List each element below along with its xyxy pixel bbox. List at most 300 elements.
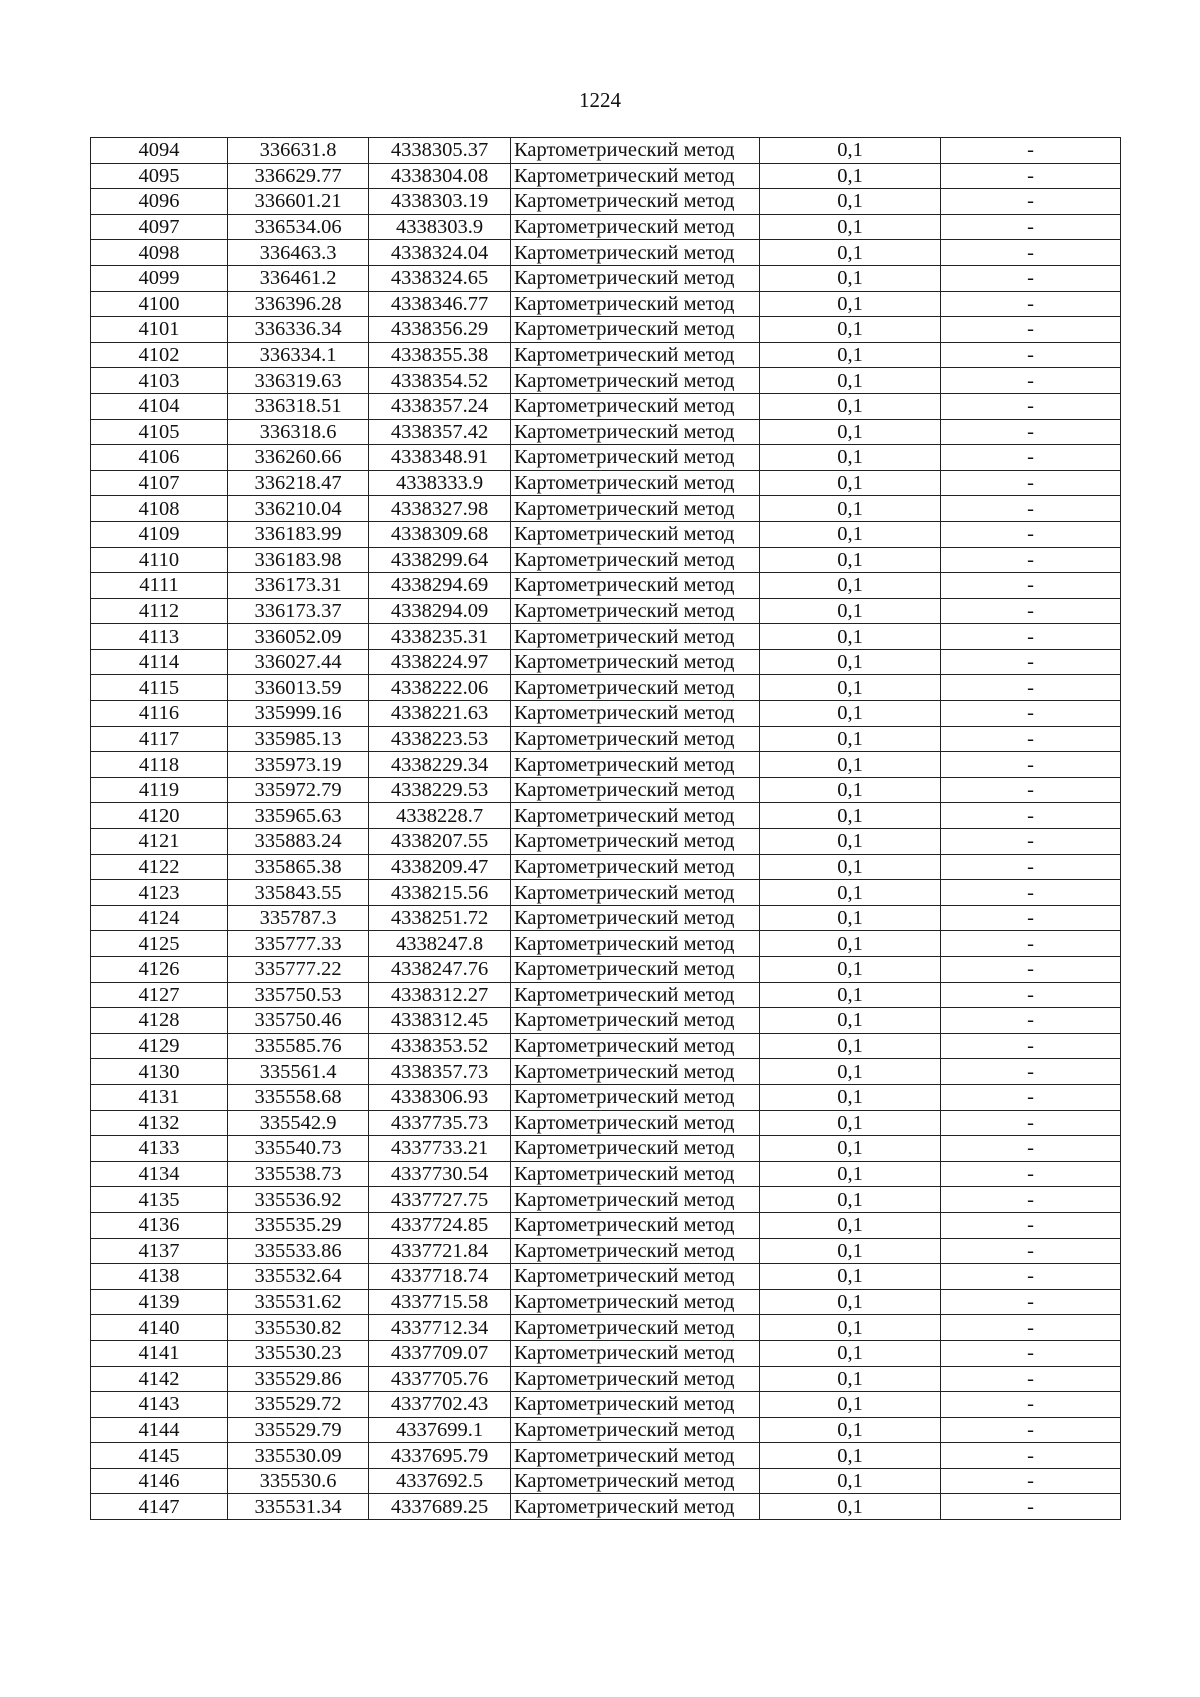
method-cell: Картометрический метод xyxy=(511,1468,760,1494)
method-cell: Картометрический метод xyxy=(511,470,760,496)
y-coordinate-cell: 4338303.19 xyxy=(369,189,511,215)
x-coordinate-cell: 336218.47 xyxy=(228,470,369,496)
note-cell: - xyxy=(941,1392,1121,1418)
note-cell: - xyxy=(941,342,1121,368)
point-number-cell: 4118 xyxy=(91,752,228,778)
accuracy-cell: 0,1 xyxy=(760,1392,941,1418)
y-coordinate-cell: 4337724.85 xyxy=(369,1212,511,1238)
table-row xyxy=(91,214,1121,240)
y-coordinate-cell: 4338357.73 xyxy=(369,1059,511,1085)
accuracy-cell: 0,1 xyxy=(760,1443,941,1469)
x-coordinate-cell: 335843.55 xyxy=(228,880,369,906)
note-cell: - xyxy=(941,957,1121,983)
x-coordinate-cell: 335558.68 xyxy=(228,1084,369,1110)
note-cell: - xyxy=(941,393,1121,419)
point-number-cell: 4096 xyxy=(91,189,228,215)
accuracy-cell: 0,1 xyxy=(760,163,941,189)
point-number-cell: 4133 xyxy=(91,1136,228,1162)
accuracy-cell: 0,1 xyxy=(760,905,941,931)
point-number-cell: 4126 xyxy=(91,957,228,983)
note-cell: - xyxy=(941,214,1121,240)
x-coordinate-cell: 335787.3 xyxy=(228,905,369,931)
accuracy-cell: 0,1 xyxy=(760,1187,941,1213)
accuracy-cell: 0,1 xyxy=(760,445,941,471)
x-coordinate-cell: 335973.19 xyxy=(228,752,369,778)
method-cell: Картометрический метод xyxy=(511,1238,760,1264)
table-row xyxy=(91,393,1121,419)
point-number-cell: 4119 xyxy=(91,777,228,803)
x-coordinate-cell: 336013.59 xyxy=(228,675,369,701)
note-cell: - xyxy=(941,1315,1121,1341)
y-coordinate-cell: 4338357.42 xyxy=(369,419,511,445)
point-number-cell: 4135 xyxy=(91,1187,228,1213)
table-row xyxy=(91,649,1121,675)
accuracy-cell: 0,1 xyxy=(760,752,941,778)
point-number-cell: 4110 xyxy=(91,547,228,573)
method-cell: Картометрический метод xyxy=(511,1264,760,1290)
note-cell: - xyxy=(941,829,1121,855)
accuracy-cell: 0,1 xyxy=(760,189,941,215)
method-cell: Картометрический метод xyxy=(511,1494,760,1520)
table-row xyxy=(91,547,1121,573)
table-row xyxy=(91,1161,1121,1187)
method-cell: Картометрический метод xyxy=(511,547,760,573)
table-row xyxy=(91,854,1121,880)
point-number-cell: 4128 xyxy=(91,1008,228,1034)
method-cell: Картометрический метод xyxy=(511,803,760,829)
method-cell: Картометрический метод xyxy=(511,573,760,599)
y-coordinate-cell: 4338305.37 xyxy=(369,138,511,164)
y-coordinate-cell: 4338354.52 xyxy=(369,368,511,394)
accuracy-cell: 0,1 xyxy=(760,1340,941,1366)
method-cell: Картометрический метод xyxy=(511,880,760,906)
y-coordinate-cell: 4337692.5 xyxy=(369,1468,511,1494)
method-cell: Картометрический метод xyxy=(511,1340,760,1366)
accuracy-cell: 0,1 xyxy=(760,342,941,368)
accuracy-cell: 0,1 xyxy=(760,1494,941,1520)
point-number-cell: 4120 xyxy=(91,803,228,829)
note-cell: - xyxy=(941,854,1121,880)
y-coordinate-cell: 4338247.8 xyxy=(369,931,511,957)
method-cell: Картометрический метод xyxy=(511,214,760,240)
accuracy-cell: 0,1 xyxy=(760,573,941,599)
method-cell: Картометрический метод xyxy=(511,1059,760,1085)
y-coordinate-cell: 4338207.55 xyxy=(369,829,511,855)
table-row xyxy=(91,1212,1121,1238)
table-row xyxy=(91,470,1121,496)
note-cell: - xyxy=(941,445,1121,471)
method-cell: Картометрический метод xyxy=(511,701,760,727)
table-row xyxy=(91,1315,1121,1341)
note-cell: - xyxy=(941,1366,1121,1392)
point-number-cell: 4143 xyxy=(91,1392,228,1418)
point-number-cell: 4139 xyxy=(91,1289,228,1315)
x-coordinate-cell: 336173.31 xyxy=(228,573,369,599)
table-row xyxy=(91,1008,1121,1034)
method-cell: Картометрический метод xyxy=(511,521,760,547)
method-cell: Картометрический метод xyxy=(511,163,760,189)
method-cell: Картометрический метод xyxy=(511,982,760,1008)
point-number-cell: 4140 xyxy=(91,1315,228,1341)
point-number-cell: 4104 xyxy=(91,393,228,419)
accuracy-cell: 0,1 xyxy=(760,265,941,291)
y-coordinate-cell: 4338346.77 xyxy=(369,291,511,317)
note-cell: - xyxy=(941,1084,1121,1110)
y-coordinate-cell: 4338355.38 xyxy=(369,342,511,368)
y-coordinate-cell: 4338312.27 xyxy=(369,982,511,1008)
point-number-cell: 4141 xyxy=(91,1340,228,1366)
table-row xyxy=(91,803,1121,829)
accuracy-cell: 0,1 xyxy=(760,880,941,906)
y-coordinate-cell: 4338229.34 xyxy=(369,752,511,778)
note-cell: - xyxy=(941,265,1121,291)
x-coordinate-cell: 336534.06 xyxy=(228,214,369,240)
y-coordinate-cell: 4337705.76 xyxy=(369,1366,511,1392)
method-cell: Картометрический метод xyxy=(511,291,760,317)
accuracy-cell: 0,1 xyxy=(760,1366,941,1392)
x-coordinate-cell: 335542.9 xyxy=(228,1110,369,1136)
accuracy-cell: 0,1 xyxy=(760,1136,941,1162)
method-cell: Картометрический метод xyxy=(511,1366,760,1392)
point-number-cell: 4102 xyxy=(91,342,228,368)
point-number-cell: 4137 xyxy=(91,1238,228,1264)
y-coordinate-cell: 4337727.75 xyxy=(369,1187,511,1213)
note-cell: - xyxy=(941,1212,1121,1238)
y-coordinate-cell: 4337730.54 xyxy=(369,1161,511,1187)
note-cell: - xyxy=(941,931,1121,957)
x-coordinate-cell: 335529.79 xyxy=(228,1417,369,1443)
method-cell: Картометрический метод xyxy=(511,1136,760,1162)
table-row xyxy=(91,1238,1121,1264)
table-row xyxy=(91,1264,1121,1290)
note-cell: - xyxy=(941,1289,1121,1315)
accuracy-cell: 0,1 xyxy=(760,803,941,829)
table-row xyxy=(91,957,1121,983)
method-cell: Картометрический метод xyxy=(511,1161,760,1187)
note-cell: - xyxy=(941,419,1121,445)
note-cell: - xyxy=(941,1468,1121,1494)
note-cell: - xyxy=(941,189,1121,215)
table-row xyxy=(91,1366,1121,1392)
y-coordinate-cell: 4338215.56 xyxy=(369,880,511,906)
table-row xyxy=(91,1417,1121,1443)
note-cell: - xyxy=(941,675,1121,701)
y-coordinate-cell: 4338348.91 xyxy=(369,445,511,471)
x-coordinate-cell: 335536.92 xyxy=(228,1187,369,1213)
method-cell: Картометрический метод xyxy=(511,957,760,983)
y-coordinate-cell: 4338333.9 xyxy=(369,470,511,496)
x-coordinate-cell: 335883.24 xyxy=(228,829,369,855)
note-cell: - xyxy=(941,573,1121,599)
x-coordinate-cell: 335585.76 xyxy=(228,1033,369,1059)
accuracy-cell: 0,1 xyxy=(760,957,941,983)
y-coordinate-cell: 4338303.9 xyxy=(369,214,511,240)
note-cell: - xyxy=(941,496,1121,522)
y-coordinate-cell: 4338247.76 xyxy=(369,957,511,983)
y-coordinate-cell: 4337735.73 xyxy=(369,1110,511,1136)
table-row xyxy=(91,291,1121,317)
x-coordinate-cell: 335531.62 xyxy=(228,1289,369,1315)
method-cell: Картометрический метод xyxy=(511,649,760,675)
table-row xyxy=(91,905,1121,931)
x-coordinate-cell: 335985.13 xyxy=(228,726,369,752)
page-number: 1224 xyxy=(579,88,621,112)
note-cell: - xyxy=(941,547,1121,573)
point-number-cell: 4146 xyxy=(91,1468,228,1494)
note-cell: - xyxy=(941,1417,1121,1443)
x-coordinate-cell: 336334.1 xyxy=(228,342,369,368)
note-cell: - xyxy=(941,1443,1121,1469)
table-row xyxy=(91,1187,1121,1213)
y-coordinate-cell: 4338221.63 xyxy=(369,701,511,727)
note-cell: - xyxy=(941,1110,1121,1136)
method-cell: Картометрический метод xyxy=(511,1084,760,1110)
accuracy-cell: 0,1 xyxy=(760,1059,941,1085)
method-cell: Картометрический метод xyxy=(511,419,760,445)
x-coordinate-cell: 336183.98 xyxy=(228,547,369,573)
method-cell: Картометрический метод xyxy=(511,1392,760,1418)
x-coordinate-cell: 335532.64 xyxy=(228,1264,369,1290)
y-coordinate-cell: 4338299.64 xyxy=(369,547,511,573)
accuracy-cell: 0,1 xyxy=(760,1289,941,1315)
point-number-cell: 4136 xyxy=(91,1212,228,1238)
point-number-cell: 4127 xyxy=(91,982,228,1008)
y-coordinate-cell: 4338327.98 xyxy=(369,496,511,522)
accuracy-cell: 0,1 xyxy=(760,1033,941,1059)
y-coordinate-cell: 4338324.65 xyxy=(369,265,511,291)
x-coordinate-cell: 335530.6 xyxy=(228,1468,369,1494)
table-row xyxy=(91,1340,1121,1366)
table-row xyxy=(91,1110,1121,1136)
x-coordinate-cell: 336318.51 xyxy=(228,393,369,419)
table-row xyxy=(91,189,1121,215)
point-number-cell: 4099 xyxy=(91,265,228,291)
note-cell: - xyxy=(941,470,1121,496)
y-coordinate-cell: 4337718.74 xyxy=(369,1264,511,1290)
point-number-cell: 4095 xyxy=(91,163,228,189)
x-coordinate-cell: 335540.73 xyxy=(228,1136,369,1162)
x-coordinate-cell: 336631.8 xyxy=(228,138,369,164)
y-coordinate-cell: 4338357.24 xyxy=(369,393,511,419)
point-number-cell: 4094 xyxy=(91,138,228,164)
x-coordinate-cell: 335530.09 xyxy=(228,1443,369,1469)
point-number-cell: 4121 xyxy=(91,829,228,855)
table-row xyxy=(91,1392,1121,1418)
y-coordinate-cell: 4337712.34 xyxy=(369,1315,511,1341)
table-row xyxy=(91,675,1121,701)
table-row xyxy=(91,598,1121,624)
x-coordinate-cell: 336629.77 xyxy=(228,163,369,189)
table-row xyxy=(91,777,1121,803)
point-number-cell: 4130 xyxy=(91,1059,228,1085)
accuracy-cell: 0,1 xyxy=(760,726,941,752)
y-coordinate-cell: 4338353.52 xyxy=(369,1033,511,1059)
point-number-cell: 4132 xyxy=(91,1110,228,1136)
note-cell: - xyxy=(941,777,1121,803)
method-cell: Картометрический метод xyxy=(511,624,760,650)
x-coordinate-cell: 336336.34 xyxy=(228,317,369,343)
accuracy-cell: 0,1 xyxy=(760,854,941,880)
y-coordinate-cell: 4338312.45 xyxy=(369,1008,511,1034)
x-coordinate-cell: 336260.66 xyxy=(228,445,369,471)
point-number-cell: 4129 xyxy=(91,1033,228,1059)
point-number-cell: 4112 xyxy=(91,598,228,624)
point-number-cell: 4103 xyxy=(91,368,228,394)
note-cell: - xyxy=(941,1161,1121,1187)
y-coordinate-cell: 4337702.43 xyxy=(369,1392,511,1418)
note-cell: - xyxy=(941,1238,1121,1264)
table-row xyxy=(91,1136,1121,1162)
note-cell: - xyxy=(941,521,1121,547)
y-coordinate-cell: 4338324.04 xyxy=(369,240,511,266)
method-cell: Картометрический метод xyxy=(511,393,760,419)
accuracy-cell: 0,1 xyxy=(760,291,941,317)
x-coordinate-cell: 336319.63 xyxy=(228,368,369,394)
method-cell: Картометрический метод xyxy=(511,342,760,368)
note-cell: - xyxy=(941,1494,1121,1520)
point-number-cell: 4144 xyxy=(91,1417,228,1443)
point-number-cell: 4114 xyxy=(91,649,228,675)
x-coordinate-cell: 336210.04 xyxy=(228,496,369,522)
point-number-cell: 4116 xyxy=(91,701,228,727)
note-cell: - xyxy=(941,1264,1121,1290)
point-number-cell: 4111 xyxy=(91,573,228,599)
table-row xyxy=(91,726,1121,752)
y-coordinate-cell: 4337695.79 xyxy=(369,1443,511,1469)
method-cell: Картометрический метод xyxy=(511,189,760,215)
method-cell: Картометрический метод xyxy=(511,240,760,266)
accuracy-cell: 0,1 xyxy=(760,598,941,624)
point-number-cell: 4125 xyxy=(91,931,228,957)
accuracy-cell: 0,1 xyxy=(760,240,941,266)
method-cell: Картометрический метод xyxy=(511,1417,760,1443)
accuracy-cell: 0,1 xyxy=(760,393,941,419)
accuracy-cell: 0,1 xyxy=(760,1315,941,1341)
y-coordinate-cell: 4337733.21 xyxy=(369,1136,511,1162)
accuracy-cell: 0,1 xyxy=(760,317,941,343)
point-number-cell: 4124 xyxy=(91,905,228,931)
table-row xyxy=(91,829,1121,855)
y-coordinate-cell: 4338224.97 xyxy=(369,649,511,675)
y-coordinate-cell: 4338251.72 xyxy=(369,905,511,931)
point-number-cell: 4100 xyxy=(91,291,228,317)
note-cell: - xyxy=(941,163,1121,189)
point-number-cell: 4106 xyxy=(91,445,228,471)
note-cell: - xyxy=(941,317,1121,343)
method-cell: Картометрический метод xyxy=(511,1110,760,1136)
note-cell: - xyxy=(941,240,1121,266)
accuracy-cell: 0,1 xyxy=(760,1417,941,1443)
table-row xyxy=(91,496,1121,522)
y-coordinate-cell: 4338228.7 xyxy=(369,803,511,829)
x-coordinate-cell: 335530.82 xyxy=(228,1315,369,1341)
y-coordinate-cell: 4338356.29 xyxy=(369,317,511,343)
x-coordinate-cell: 336601.21 xyxy=(228,189,369,215)
point-number-cell: 4101 xyxy=(91,317,228,343)
x-coordinate-cell: 335777.33 xyxy=(228,931,369,957)
point-number-cell: 4123 xyxy=(91,880,228,906)
accuracy-cell: 0,1 xyxy=(760,1084,941,1110)
point-number-cell: 4097 xyxy=(91,214,228,240)
accuracy-cell: 0,1 xyxy=(760,419,941,445)
note-cell: - xyxy=(941,624,1121,650)
method-cell: Картометрический метод xyxy=(511,675,760,701)
table-row xyxy=(91,880,1121,906)
coordinates-table xyxy=(90,137,1121,1520)
point-number-cell: 4115 xyxy=(91,675,228,701)
method-cell: Картометрический метод xyxy=(511,726,760,752)
x-coordinate-cell: 335538.73 xyxy=(228,1161,369,1187)
x-coordinate-cell: 335533.86 xyxy=(228,1238,369,1264)
accuracy-cell: 0,1 xyxy=(760,1264,941,1290)
table-row xyxy=(91,138,1121,164)
note-cell: - xyxy=(941,905,1121,931)
accuracy-cell: 0,1 xyxy=(760,624,941,650)
note-cell: - xyxy=(941,291,1121,317)
accuracy-cell: 0,1 xyxy=(760,547,941,573)
x-coordinate-cell: 335972.79 xyxy=(228,777,369,803)
y-coordinate-cell: 4338309.68 xyxy=(369,521,511,547)
x-coordinate-cell: 336463.3 xyxy=(228,240,369,266)
table-row xyxy=(91,163,1121,189)
point-number-cell: 4134 xyxy=(91,1161,228,1187)
table-row xyxy=(91,342,1121,368)
x-coordinate-cell: 336461.2 xyxy=(228,265,369,291)
method-cell: Картометрический метод xyxy=(511,1212,760,1238)
coordinates-table-body xyxy=(91,138,1121,1520)
point-number-cell: 4117 xyxy=(91,726,228,752)
table-row xyxy=(91,368,1121,394)
accuracy-cell: 0,1 xyxy=(760,649,941,675)
accuracy-cell: 0,1 xyxy=(760,1238,941,1264)
note-cell: - xyxy=(941,752,1121,778)
note-cell: - xyxy=(941,368,1121,394)
method-cell: Картометрический метод xyxy=(511,317,760,343)
point-number-cell: 4147 xyxy=(91,1494,228,1520)
accuracy-cell: 0,1 xyxy=(760,1008,941,1034)
method-cell: Картометрический метод xyxy=(511,829,760,855)
x-coordinate-cell: 335750.46 xyxy=(228,1008,369,1034)
method-cell: Картометрический метод xyxy=(511,1008,760,1034)
note-cell: - xyxy=(941,1033,1121,1059)
x-coordinate-cell: 335529.86 xyxy=(228,1366,369,1392)
note-cell: - xyxy=(941,598,1121,624)
table-row xyxy=(91,1084,1121,1110)
method-cell: Картометрический метод xyxy=(511,854,760,880)
method-cell: Картометрический метод xyxy=(511,1033,760,1059)
x-coordinate-cell: 335529.72 xyxy=(228,1392,369,1418)
table-row xyxy=(91,317,1121,343)
method-cell: Картометрический метод xyxy=(511,1187,760,1213)
note-cell: - xyxy=(941,1340,1121,1366)
point-number-cell: 4109 xyxy=(91,521,228,547)
accuracy-cell: 0,1 xyxy=(760,931,941,957)
method-cell: Картометрический метод xyxy=(511,905,760,931)
method-cell: Картометрический метод xyxy=(511,777,760,803)
table-row xyxy=(91,752,1121,778)
table-row xyxy=(91,265,1121,291)
method-cell: Картометрический метод xyxy=(511,1315,760,1341)
method-cell: Картометрический метод xyxy=(511,1289,760,1315)
y-coordinate-cell: 4338306.93 xyxy=(369,1084,511,1110)
table-row xyxy=(91,445,1121,471)
x-coordinate-cell: 336027.44 xyxy=(228,649,369,675)
y-coordinate-cell: 4338223.53 xyxy=(369,726,511,752)
accuracy-cell: 0,1 xyxy=(760,368,941,394)
x-coordinate-cell: 336173.37 xyxy=(228,598,369,624)
method-cell: Картометрический метод xyxy=(511,752,760,778)
accuracy-cell: 0,1 xyxy=(760,701,941,727)
